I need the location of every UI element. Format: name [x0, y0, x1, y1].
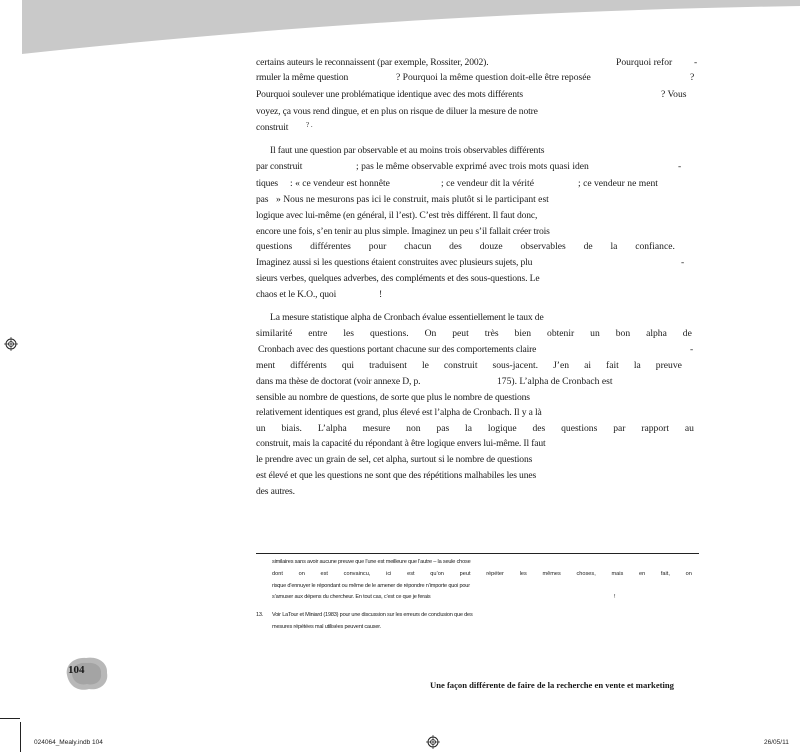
word: choses, — [576, 571, 596, 577]
word: fait, — [660, 571, 670, 577]
justified-line — [256, 360, 682, 371]
hyphen: - — [690, 344, 694, 355]
justified-line — [256, 328, 692, 339]
word: L’alpha — [317, 423, 347, 434]
footnote-rule — [256, 553, 699, 554]
word: le — [421, 360, 429, 371]
page-number: 104 — [68, 664, 85, 676]
word: les — [519, 571, 527, 577]
word: différentes — [310, 241, 351, 252]
word: dont — [272, 571, 283, 577]
body-line: construit, mais la capacité du répondant à être logique envers lui-même. Il faut — [256, 438, 546, 449]
word: alpha — [646, 328, 667, 339]
word: non — [406, 423, 421, 434]
word: les — [343, 328, 354, 339]
body-line: tiques — [256, 178, 279, 189]
body-line: encore une fois, s’en tenir au plus simple. Imaginez un peu s’il fallait créer trois — [256, 226, 550, 237]
body-line-fragment: : « ce vendeur est honnête — [290, 178, 390, 189]
word: un — [590, 328, 600, 339]
registration-mark-icon — [426, 735, 440, 749]
body-line: par construit — [256, 161, 303, 172]
word: obtenir — [547, 328, 575, 339]
body-line: Pourquoi soulever une problématique identique avec des mots différents — [256, 89, 523, 100]
word: fait — [606, 360, 619, 371]
word: répéter — [486, 571, 504, 577]
body-line: sieurs verbes, quelques adverbes, des compléments et des sous-questions. Le — [256, 273, 540, 284]
word: est — [407, 571, 415, 577]
question-mark: ? — [690, 72, 695, 83]
exclamation-mark: ! — [379, 289, 383, 300]
body-line: relativement identiques est grand, plus élevé est l’alpha de Cronbach. Il y a là — [256, 407, 542, 418]
word: bon — [615, 328, 631, 339]
word: mais — [611, 571, 624, 577]
slug-date-label: 26/05/11 — [764, 739, 789, 746]
body-line: construit — [256, 122, 289, 133]
word: qui — [341, 360, 355, 371]
word: rapport — [641, 423, 669, 434]
word: est — [320, 571, 328, 577]
word: on — [298, 571, 305, 577]
word: un — [256, 423, 266, 434]
word: questions. — [369, 328, 409, 339]
body-line-fragment: » Nous ne mesurons pas ici le construit, mais plutôt si le participant est — [276, 194, 549, 205]
word: preuve — [655, 360, 682, 371]
word: qu’on — [430, 571, 444, 577]
hyphen: - — [681, 257, 685, 268]
word: des — [532, 423, 546, 434]
body-line: le prendre avec un grain de sel, cet alpha, surtout si le nombre de questions — [256, 454, 533, 465]
running-footer: Une façon différente de faire de la recherche en vente et marketing — [430, 680, 674, 690]
footnote-line: Voir LaTour et Miniard (1983) pour une discussion sur les erreurs de conclusion que des — [272, 612, 473, 618]
body-line: pas — [256, 194, 269, 205]
exclamation-mark: ! — [614, 594, 616, 600]
body-line-fragment: ? Vous — [661, 89, 687, 100]
justified-line — [256, 241, 675, 252]
body-line: voyez, ça vous rend dingue, et en plus on risque de diluer la mesure de notre — [256, 106, 538, 117]
word: entre — [308, 328, 328, 339]
word: de — [583, 241, 593, 252]
crop-mark — [0, 718, 20, 719]
word: biais. — [281, 423, 302, 434]
registration-mark-icon — [4, 337, 18, 351]
body-line: sensible au nombre de questions, de sorte que plus le nombre de questions — [256, 392, 530, 403]
word: des — [449, 241, 462, 252]
footnote-line: s’amuser aux dépens du chercheur. En tout cas, c’est ce que je ferais — [272, 594, 431, 600]
word: la — [633, 360, 641, 371]
body-line: est élevé et que les questions ne sont que des répétitions malhabiles les unes — [256, 470, 537, 481]
body-line: Imaginez aussi si les questions étaient construites avec plusieurs sujets, plu — [256, 257, 533, 268]
body-line: des autres. — [256, 486, 295, 497]
body-line: chaos et le K.O., quoi — [256, 289, 337, 300]
word: questions — [561, 423, 598, 434]
footnote-marker: ? . — [306, 121, 313, 129]
word: la — [610, 241, 618, 252]
word: questions — [256, 241, 293, 252]
body-line-fragment: Pourquoi refor — [616, 57, 673, 68]
body-line: rmuler la même question — [256, 72, 349, 83]
body-line: Il faut une question par observable et au moins trois observables différents — [270, 145, 545, 156]
word: similarité — [256, 328, 293, 339]
word: la — [465, 423, 472, 434]
body-line-fragment: ; ce vendeur dit la vérité — [441, 178, 534, 189]
word: bien — [514, 328, 532, 339]
word: pour — [368, 241, 387, 252]
word: par — [613, 423, 626, 434]
word: de — [682, 328, 692, 339]
word: peut — [452, 328, 469, 339]
word: construit — [443, 360, 478, 371]
body-line: logique avec lui-même (en général, il l’est). C’est très différent. Il faut donc, — [256, 210, 538, 221]
word: on — [685, 571, 692, 577]
word: On — [424, 328, 437, 339]
word: sous-jacent. — [492, 360, 539, 371]
word: peut — [459, 571, 471, 577]
body-line-fragment: ? Pourquoi la même question doit-elle être reposée — [396, 72, 591, 83]
word: ai — [584, 360, 592, 371]
word: confiance. — [635, 241, 675, 252]
word: J’en — [553, 360, 570, 371]
word: en — [638, 571, 646, 577]
footnote-line: risque d’ennuyer le répondant ou même de le amener de répondre n’importe quoi pour — [272, 583, 470, 589]
word: mêmes — [542, 571, 561, 577]
body-line: certains auteurs le reconnaissent (par exemple, Rossiter, 2002). — [256, 57, 489, 68]
body-line-fragment: 175). L’alpha de Cronbach est — [497, 376, 613, 387]
footnote-line: similaires sans avoir aucune preuve que l’une est meilleure que l’autre – la seule chose — [272, 559, 471, 565]
word: logique — [487, 423, 517, 434]
word: ici — [386, 571, 392, 577]
word: très — [484, 328, 499, 339]
footnote-justified-line — [272, 571, 692, 578]
crop-mark — [20, 722, 21, 752]
word: observables — [520, 241, 566, 252]
body-line: La mesure statistique alpha de Cronbach évalue essentiellement le taux de — [270, 312, 544, 323]
word: convaincu, — [343, 571, 371, 577]
body-line: dans ma thèse de doctorat (voir annexe D, p. — [256, 376, 421, 387]
body-line-fragment: ; pas le même observable exprimé avec trois mots quasi iden — [356, 161, 589, 172]
body-line-fragment: ; ce vendeur ne ment — [578, 178, 658, 189]
word: au — [684, 423, 694, 434]
body-line: Cronbach avec des questions portant chacune sur des comportements claire — [258, 344, 537, 355]
footnote-line: mesures répétées mal utilisées peuvent causer. — [272, 624, 381, 630]
justified-line — [256, 423, 694, 434]
slug-file-label: 024064_Mealy.indb 104 — [34, 739, 103, 746]
word: mesure — [362, 423, 391, 434]
word: chacun — [404, 241, 432, 252]
word: pas — [436, 423, 450, 434]
footnote-number: 13. — [256, 612, 264, 618]
word: traduisent — [369, 360, 407, 371]
word: ment — [256, 360, 276, 371]
word: différents — [290, 360, 327, 371]
hyphen: - — [678, 161, 682, 172]
hyphen: - — [694, 57, 698, 68]
word: douze — [479, 241, 503, 252]
